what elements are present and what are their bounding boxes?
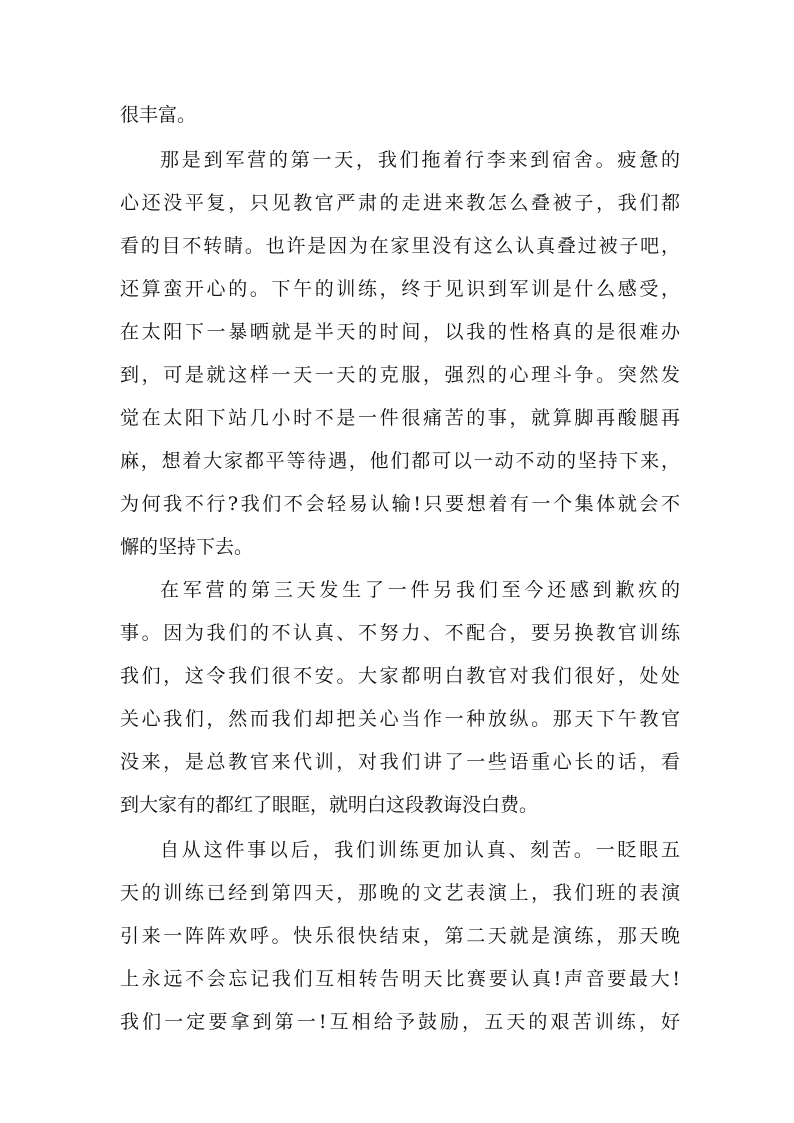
text-line: 没来，是总教官来代训，对我们讲了一些语重心长的话，看 [120,751,680,773]
paragraph-first-line: 自从这件事以后，我们训练更加认真、刻苦。一眨眼五 [160,839,680,861]
text-line: 很丰富。 [120,104,197,126]
text-line: 我们，这令我们很不安。大家都明白教官对我们很好，处处 [120,665,680,687]
text-line: 心还没平复，只见教官严肃的走进来教怎么叠被子，我们都 [120,192,680,214]
paragraph-first-line: 那是到军营的第一天，我们拖着行李来到宿舍。疲惫的 [160,149,680,171]
text-line: 引来一阵阵欢呼。快乐很快结束，第二天就是演练，那天晚 [120,925,680,947]
text-line: 关心我们，然而我们却把关心当作一种放纵。那天下午教官 [120,708,680,730]
text-line: 还算蛮开心的。下午的训练，终于见识到军训是什么感受， [120,278,680,300]
text-line: 懈的坚持下去。 [120,536,254,558]
text-line: 到大家有的都红了眼眶，就明白这段教诲没白费。 [120,794,539,816]
text-line: 事。因为我们的不认真、不努力、不配合，要另换教官训练 [120,622,680,644]
text-line: 天的训练已经到第四天，那晚的文艺表演上，我们班的表演 [120,882,680,904]
text-line: 看的目不转睛。也许是因为在家里没有这么认真叠过被子吧， [120,235,680,257]
text-line: 我们一定要拿到第一!互相给予鼓励，五天的艰苦训练，好 [120,1011,680,1033]
text-line: 为何我不行?我们不会轻易认输!只要想着有一个集体就会不 [120,493,680,515]
text-line: 觉在太阳下站几小时不是一件很痛苦的事，就算脚再酸腿再 [120,407,680,429]
text-line: 在太阳下一暴晒就是半天的时间，以我的性格真的是很难办 [120,321,680,343]
text-line: 麻，想着大家都平等待遇，他们都可以一动不动的坚持下来， [120,450,680,472]
paragraph-first-line: 在军营的第三天发生了一件另我们至今还感到歉疚的 [160,579,680,601]
text-line: 上永远不会忘记我们互相转告明天比赛要认真!声音要最大! [120,968,680,990]
text-line: 到，可是就这样一天一天的克服，强烈的心理斗争。突然发 [120,364,680,386]
